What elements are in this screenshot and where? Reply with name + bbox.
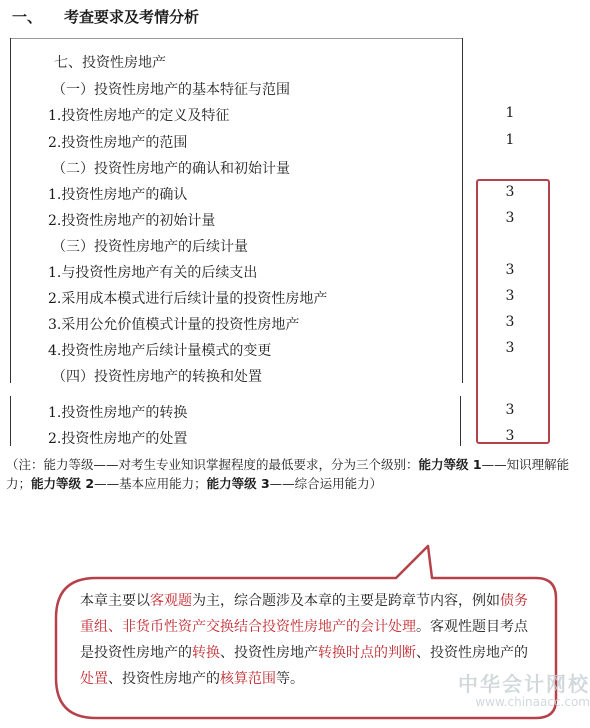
bubble-highlight: 转换 <box>192 645 220 661</box>
table-row-label: 3.采用公允价值模式计量的投资性房地产 <box>48 317 300 333</box>
bubble-highlight: 转换时点的判断 <box>318 645 416 661</box>
table-row-label: （二）投资性房地产的确认和初始计量 <box>52 161 290 177</box>
ability-level-value: 3 <box>505 428 515 444</box>
bubble-highlight: 核算范围 <box>220 671 276 687</box>
note-text: （注：能力等级——对考生专业知识掌握程度的最低要求，分为三个级别： <box>6 457 419 472</box>
table-row-label: 2.投资性房地产的处置 <box>48 431 188 447</box>
watermark-url: www.chinaacc.com <box>475 695 590 709</box>
note-level-3: 能力等级 3 <box>206 476 270 491</box>
ability-level-value: 1 <box>505 132 515 148</box>
table-row-label: 2.投资性房地产的范围 <box>48 135 188 151</box>
note-text: ——知识理解能力； <box>6 457 570 491</box>
bubble-highlight: 处置 <box>80 671 108 687</box>
note-level-2: 能力等级 2 <box>31 476 95 491</box>
bubble-highlight: 客观题 <box>150 593 192 609</box>
table-row-label: 2.采用成本模式进行后续计量的投资性房地产 <box>48 291 328 307</box>
ability-level-value: 3 <box>505 314 515 330</box>
table-row-label: （四）投资性房地产的转换和处置 <box>52 369 262 385</box>
section-number: 一、 <box>12 8 43 26</box>
table-row-label: （三）投资性房地产的后续计量 <box>52 239 248 255</box>
table-row-label: 2.投资性房地产的初始计量 <box>48 213 216 229</box>
section-title: 考查要求及考情分析 <box>64 8 200 26</box>
bubble-highlight: 债务重组、非货币性资产交换结合投资性房地产的会计处理 <box>80 593 528 635</box>
watermark-title: 中华会计网校 <box>458 672 590 696</box>
bubble-segment: 、投资性房地产 <box>220 645 318 661</box>
bubble-segment: 、投资性房地产的 <box>108 671 220 687</box>
note-text: ——综合运用能力） <box>269 476 383 491</box>
table-row-label: 1.投资性房地产的确认 <box>48 187 188 203</box>
table-row-label: 1.投资性房地产的定义及特征 <box>48 108 230 124</box>
ability-level-value: 3 <box>505 210 515 226</box>
ability-level-value: 3 <box>505 402 515 418</box>
note-level-1: 能力等级 1 <box>418 457 482 472</box>
ability-level-value: 1 <box>505 105 515 121</box>
ability-level-value: 3 <box>505 184 515 200</box>
bubble-segment: 、投资性房地产的 <box>416 645 528 661</box>
table-row-label: 4.投资性房地产后续计量模式的变更 <box>48 343 272 359</box>
table-row-label: 1.投资性房地产的转换 <box>48 405 188 421</box>
bubble-segment: 本章主要以 <box>80 593 150 609</box>
watermark-logo <box>450 668 590 709</box>
bubble-segment: 。客观性题目考点是投资性房地产的 <box>80 619 528 661</box>
note-text: ——基本应用能力； <box>94 476 207 491</box>
ability-level-value: 3 <box>505 340 515 356</box>
table-row-label: 七、投资性房地产 <box>54 55 166 71</box>
ability-level-value: 3 <box>505 288 515 304</box>
bubble-segment: 等。 <box>276 671 304 687</box>
bubble-segment: 为主，综合题涉及本章的主要是跨章节内容，例如 <box>192 593 500 609</box>
table-row-label: 1.与投资性房地产有关的后续支出 <box>48 265 258 281</box>
ability-level-value: 3 <box>505 262 515 278</box>
table-row-label: （一）投资性房地产的基本特征与范围 <box>52 82 290 98</box>
